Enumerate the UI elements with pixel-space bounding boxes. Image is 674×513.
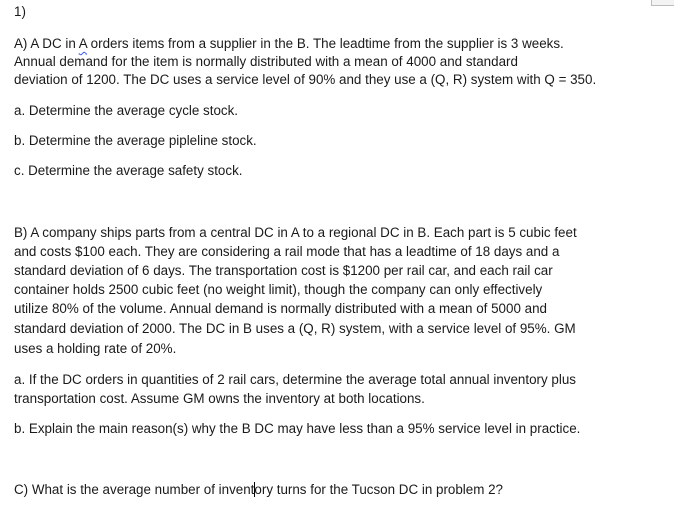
part-b-question-a-line-1: a. If the DC orders in quantities of 2 rail cars, determine the average total annual inventory plus (14, 372, 576, 387)
part-b-line-2: and costs $100 each. They are considering a rail mode that has a leadtime of 18 days and a (14, 244, 560, 259)
part-b-line-1: B) A company ships parts from a central DC in A to a regional DC in B. Each part is 5 cubic feet (14, 225, 577, 240)
question-c-safety-stock: c. Determine the average safety stock. (14, 163, 243, 178)
part-b-line-3: standard deviation of 6 days. The transportation cost is $1200 per rail car, and each rail car (14, 263, 553, 278)
part-b-line-4: container holds 2500 cubic feet (no weight limit), though the company can only effectively (14, 282, 543, 297)
spellcheck-flag: A (78, 36, 87, 51)
part-b-question-b: b. Explain the main reason(s) why the B DC may have less than a 95% service level in practice. (14, 421, 581, 436)
scrollbar-corner (651, 0, 674, 6)
part-b-line-6: standard deviation of 2000. The DC in B uses a (Q, R) system, with a service level of 95%. GM (14, 321, 576, 336)
question-b-pipeline-stock: b. Determine the average pipleline stock. (14, 133, 257, 148)
part-a-line-1: A) A DC in A orders items from a supplier in the B. The leadtime from the supplier is 3 weeks. (14, 36, 564, 51)
question-a-cycle-stock: a. Determine the average cycle stock. (14, 103, 239, 118)
part-b-line-5: utilize 80% of the volume. Annual demand is normally distributed with a mean of 5000 and (14, 301, 547, 316)
part-b-question-a-line-2: transportation cost. Assume GM owns the inventory at both locations. (14, 391, 425, 406)
part-a-line-2: Annual demand for the item is normally distributed with a mean of 4000 and standard (14, 54, 518, 69)
part-a-line-3: deviation of 1200. The DC uses a service level of 90% and they use a (Q, R) system with Q = 350. (14, 72, 597, 87)
part-c-question[interactable]: C) What is the average number of inventory turns for the Tucson DC in problem 2? (14, 482, 503, 497)
problem-number: 1) (14, 4, 26, 19)
part-b-line-7: uses a holding rate of 20%. (14, 341, 177, 356)
